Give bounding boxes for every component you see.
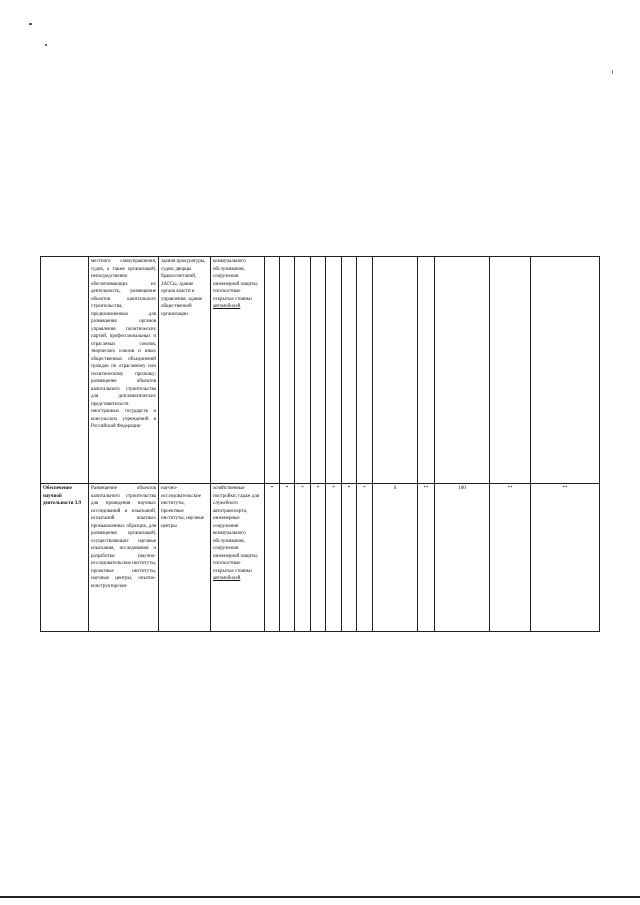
- value-cell: **: [490, 484, 531, 632]
- auxiliary-uses-text: хозяйственные постройки; гараж для служебного автотранспорта, инженерные сооружения коммунального обслуживания, сооружения инженерной защиты, плоскостные открытые стоянки: [213, 486, 260, 574]
- mark-cell: [342, 257, 357, 484]
- value-cell: 6: [373, 484, 418, 632]
- value-cell: [418, 257, 435, 484]
- value-cell: [373, 257, 418, 484]
- auxiliary-uses-text: коммунального обслуживания, сооружения инженерной защиты, плоскостные открытые стоянки: [213, 259, 258, 302]
- mark-cell: [311, 257, 326, 484]
- scan-speck: [45, 44, 47, 46]
- value-cell: [490, 257, 531, 484]
- value-cell: **: [531, 484, 600, 632]
- mark-cell: [265, 257, 280, 484]
- auxiliary-uses-underlined: автомобилей: [213, 576, 241, 581]
- conditional-uses-cell: здания прокуратуры, судов; дворцы бракосочетаний, ЗАГСы, здание органа власти и управления, здание общественной организации: [159, 257, 211, 484]
- auxiliary-uses-underlined: автомобилей: [213, 304, 241, 309]
- mark-cell: *: [311, 484, 326, 632]
- value-cell: **: [418, 484, 435, 632]
- mark-cell: *: [265, 484, 280, 632]
- scan-edge-mark: [612, 70, 613, 74]
- land-use-regulations-table: [40, 256, 600, 632]
- value-cell: [531, 257, 600, 484]
- scan-speck: [29, 23, 32, 25]
- main-uses-cell: местного самоуправления, судов, а также организаций, непосредственно обеспечивающих их деятельность; размещение объектов капитального строительства, предназначенных для размещения органов управления политических партий, профессиональных и отраслевых союзов, творческих союзов и иных общественных объединений граждан по отраслевому или политическому признаку; размещение объектов капитального строительства для дипломатических представительств иностранных государств и консульских учреждений в Российской Федерации: [89, 257, 159, 484]
- table-row: [41, 484, 600, 632]
- mark-cell: *: [342, 484, 357, 632]
- page-bottom-rule: [0, 896, 640, 898]
- value-cell: 100: [435, 484, 490, 632]
- auxiliary-uses-cell: [211, 484, 265, 632]
- mark-cell: [280, 257, 295, 484]
- row-name-cell: Обеспечение научной деятельности 3.9: [41, 484, 89, 632]
- mark-cell: [295, 257, 311, 484]
- auxiliary-uses-cell: [211, 257, 265, 484]
- mark-cell: [326, 257, 342, 484]
- mark-cell: *: [357, 484, 373, 632]
- mark-cell: [357, 257, 373, 484]
- main-uses-cell: Размещение объектов капитального строительства для проведения научных исследований и изысканий, испытаний опытных промышленных образцов, для размещения организаций, осуществляющих научные изыскания, исследования и разработки (научно-исследовательские институты, проектные институты, научные центры, опытно-конструкторские: [89, 484, 159, 632]
- mark-cell: *: [326, 484, 342, 632]
- row-name-cell: [41, 257, 89, 484]
- mark-cell: *: [280, 484, 295, 632]
- table-row: [41, 257, 600, 484]
- mark-cell: *: [295, 484, 311, 632]
- conditional-uses-cell: научно-исследовательские институты, проектные институты, научные центры: [159, 484, 211, 632]
- value-cell: [435, 257, 490, 484]
